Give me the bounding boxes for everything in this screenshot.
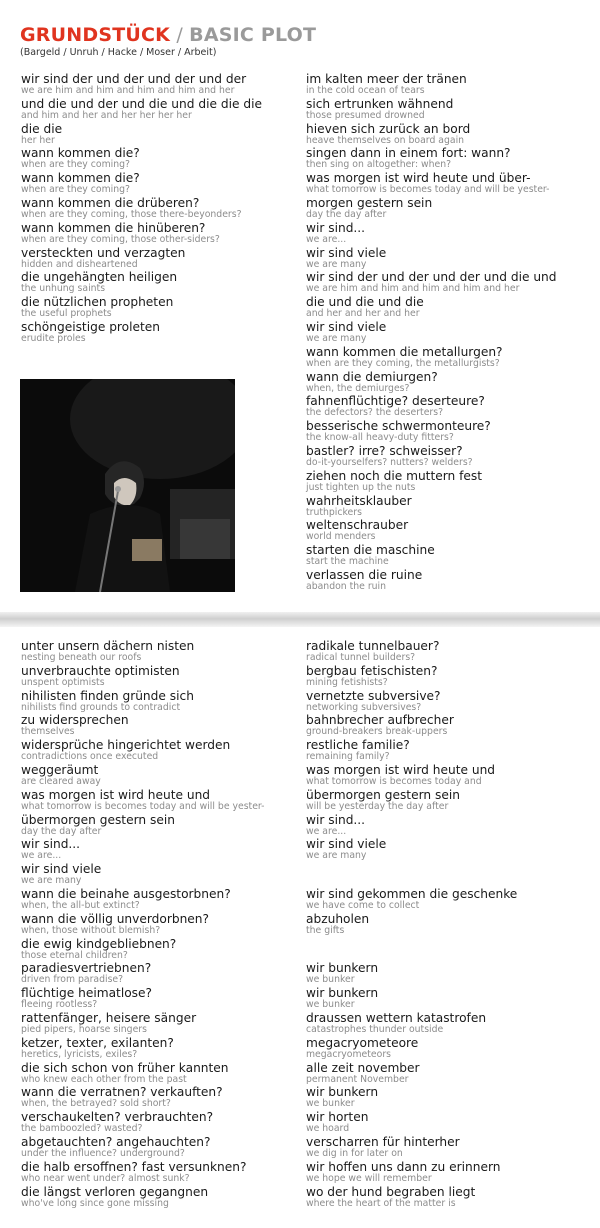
lyric-line [306,345,586,370]
lyric-english: then sing on altogether: when? [306,159,452,171]
lyric-english: we bunker [306,974,355,986]
lyric-german: wo der hund begraben liegt [306,1184,476,1199]
lyric-english: catastrophes thunder outside [306,1023,444,1035]
lyric-line [306,937,586,962]
lyric-english: the know-all heavy-duty fitters? [306,432,454,444]
lyric-english: when, the demiurges? [306,382,410,394]
lyric-german: zu widersprechen [21,713,129,728]
lyric-english: when, the all-but extinct? [21,899,140,911]
lyric-english: networking subversives? [306,701,422,713]
lyric-german: restliche familie? [306,738,410,753]
lyric-german: verscharren für hinterher [306,1134,460,1149]
lyric-line [21,196,301,221]
lyric-line [306,171,586,196]
lyric-english: start the machine [306,556,389,568]
lyric-line [21,837,301,862]
lyric-german: hieven sich zurück an bord [306,121,471,136]
lyric-english: the gifts [306,924,345,936]
lyric-line [306,1036,586,1061]
lyric-english: when, those without blemish? [21,924,161,936]
lyric-german: wann kommen die metallurgen? [306,344,503,359]
lyric-line [21,788,301,813]
lyric-english: fleeing rootless? [21,999,98,1011]
lyric-english: do-it-yourselfers? nutters? welders? [306,456,473,468]
lyric-german: die und die und die [306,295,424,310]
lyric-english: we are... [306,825,347,837]
lyric-english: we bunker [306,1098,355,1110]
lyric-line [306,1135,586,1160]
lyric-english: nihilists find grounds to contradict [21,701,181,713]
lyric-line [306,97,586,122]
title-separator: / [170,24,190,46]
lyric-german: wir sind... [306,812,366,827]
lyric-line [306,146,586,171]
lyric-english: megacryometeors [306,1048,391,1060]
lyric-english: we are him and him and him and him and her [21,85,235,96]
performer-photo [20,379,235,592]
lyric-german: die längst verloren gegangnen [21,1184,209,1199]
lyric-english: we dig in for later on [306,1147,403,1159]
lyric-german: wir sind... [306,220,366,235]
lyric-german: morgen gestern sein [306,195,433,210]
lyric-english: when are they coming, those there-beyonders? [21,208,242,220]
lyric-german: verlassen die ruine [306,567,423,582]
lyric-line [21,295,301,320]
lyric-english: just tighten up the nuts [306,481,416,493]
lyric-german: die sich schon von früher kannten [21,1060,229,1075]
lyric-german: wann kommen die? [21,171,140,186]
lyric-english: abandon the ruin [306,580,387,592]
lyrics-column-right [306,72,586,593]
lyric-german: wir sind der und der und der und die und [306,270,557,285]
lyric-german: wir bunkern [306,961,379,976]
lyric-english: under the influence? underground? [21,1147,185,1159]
lyric-german: verschaukelten? verbrauchten? [21,1110,214,1125]
lyric-line [306,912,586,937]
lyric-line [21,171,301,196]
lyric-line [306,1185,586,1210]
lyric-line [306,639,586,664]
lyric-english: those presumed drowned [306,109,425,121]
lyric-line [21,664,301,689]
lyric-german: übermorgen gestern sein [21,812,175,827]
lyrics-column-left-2 [21,639,301,1209]
lyric-german: die nützlichen propheten [21,295,174,310]
lyric-line [21,246,301,271]
lyric-english: remaining family? [306,751,390,763]
lyric-english: the useful prophets [21,308,112,320]
lyric-german: schöngeistige proleten [21,319,161,334]
lyric-line [21,937,301,962]
lyric-english: contradictions once executed [21,751,159,763]
lyric-german: draussen wettern katastrofen [306,1010,487,1025]
lyric-german: wann die demiurgen? [306,369,438,384]
lyric-german: alle zeit november [306,1060,420,1075]
lyric-german: wir hoffen uns dann zu erinnern [306,1159,501,1174]
lyric-line [21,122,301,147]
lyric-german: wir bunkern [306,986,379,1001]
lyric-line [306,518,586,543]
lyric-english: will be yesterday the day after [306,800,449,812]
lyric-line [306,763,586,788]
lyric-line [306,1061,586,1086]
lyric-line [306,394,586,419]
lyric-german: was morgen ist wird heute und [21,787,211,802]
lyric-german: singen dann in einem fort: wann? [306,146,511,161]
lyric-english: when are they coming, those other-siders? [21,233,220,245]
lyric-english: heretics, lyricists, exiles? [21,1048,138,1060]
lyric-german: besserische schwermonteure? [306,419,491,434]
lyric-english: we are many [306,258,367,270]
lyric-line [306,664,586,689]
lyric-german: ketzer, texter, exilanten? [21,1035,174,1050]
lyric-german: weggeräumt [21,762,99,777]
lyric-line [21,221,301,246]
lyric-german: wir sind... [21,837,81,852]
lyric-german: wann kommen die hinüberen? [21,220,206,235]
lyric-english: in the cold ocean of tears [306,85,425,96]
lyric-german: die die [21,121,63,136]
lyric-german: radikale tunnelbauer? [306,639,440,653]
lyric-german: wir sind viele [306,319,387,334]
lyric-line [306,862,586,887]
lyric-english: we are... [306,233,347,245]
lyric-line [21,72,301,97]
lyric-line [306,689,586,714]
title-main: GRUNDSTÜCK [20,24,171,46]
lyric-line [306,469,586,494]
lyric-line [21,1085,301,1110]
lyric-line [306,295,586,320]
lyric-line [21,320,301,345]
lyric-german: wann die beinahe ausgestorbnen? [21,886,231,901]
lyric-english: the unhung saints [21,283,106,295]
lyric-german: abzuholen [306,911,370,926]
lyric-line [306,788,586,813]
lyric-line [306,1011,586,1036]
lyric-line [306,122,586,147]
lyric-english: those eternal children? [21,949,128,961]
lyric-line [21,97,301,122]
lyric-english: we hope we will remember [306,1172,432,1184]
lyric-german: bastler? irre? schweisser? [306,443,463,458]
lyric-german: megacryometeore [306,1035,419,1050]
performer-photo-image [20,379,235,592]
lyric-line [21,1036,301,1061]
lyric-english: when are they coming, the metallurgists? [306,357,500,369]
lyric-german: wann die verratnen? verkauften? [21,1085,223,1100]
lyric-line [306,1160,586,1185]
lyric-line [306,494,586,519]
lyric-line [306,1110,586,1135]
lyric-line [21,1185,301,1210]
lyric-german: nihilisten finden gründe sich [21,688,194,703]
lyric-line [306,738,586,763]
lyric-german: was morgen ist wird heute und [306,762,496,777]
lyric-german: unter unsern dächern nisten [21,639,195,653]
lyric-english: when are they coming? [21,184,130,196]
lyric-english: we bunker [306,999,355,1011]
lyric-line [21,1061,301,1086]
lyric-english: her her [21,134,55,146]
lyric-english: and him and her and her her her her [21,109,192,121]
lyric-line [306,320,586,345]
lyric-german: die ewig kindgebliebnen? [21,936,177,951]
lyric-english: erudite proles [21,332,86,344]
lyric-german: wir horten [306,1110,369,1125]
lyric-line [21,1160,301,1185]
lyric-line [21,961,301,986]
lyric-german: weltenschrauber [306,518,409,533]
lyric-german: wir sind gekommen die geschenke [306,886,518,901]
lyric-line [306,713,586,738]
lyric-english: heave themselves on board again [306,134,465,146]
lyric-german: ziehen noch die muttern fest [306,468,483,483]
lyric-line [306,986,586,1011]
lyric-german: wir sind viele [306,837,387,852]
lyric-english: we are... [21,850,62,862]
lyric-english: where the heart of the matter is [306,1197,456,1209]
lyric-line [306,837,586,862]
lyric-line [21,1135,301,1160]
lyric-english: and her and her and her [306,308,420,320]
lyric-line [306,568,586,593]
lyric-line [21,986,301,1011]
lyric-german: vernetzte subversive? [306,688,441,703]
lyric-english: driven from paradise? [21,974,124,986]
lyric-line [21,912,301,937]
lyric-english: truthpickers [306,506,362,518]
lyric-english: are cleared away [21,775,101,787]
lyric-english: nesting beneath our roofs [21,652,142,663]
lyric-english: what tomorrow is becomes today and will be yester- [21,800,265,812]
lyric-german: fahnenflüchtige? deserteure? [306,394,485,409]
lyric-english: we are many [306,850,367,862]
lyric-english: we are him and him and him and him and her [306,283,520,295]
lyric-english: when, the betrayed? sold short? [21,1098,171,1110]
lyrics-column-right-2 [306,639,586,1209]
lyric-german: starten die maschine [306,543,435,558]
lyric-english: ground-breakers break-uppers [306,726,448,738]
title-sub: BASIC PLOT [189,24,317,46]
page-top [0,0,600,612]
lyric-line [306,1085,586,1110]
lyric-line [21,813,301,838]
lyric-line [306,543,586,568]
lyric-german: bahnbrecher aufbrecher [306,713,454,728]
page-title [20,24,316,46]
lyric-line [306,813,586,838]
lyric-line [306,246,586,271]
lyric-german: im kalten meer der tränen [306,72,467,86]
lyric-english: who knew each other from the past [21,1073,187,1085]
lyric-english: we hoard [306,1123,350,1135]
lyric-line [21,689,301,714]
lyric-english: we are many [306,332,367,344]
page-fold [0,612,600,627]
lyric-line [306,72,586,97]
lyric-german: paradiesvertriebnen? [21,961,152,976]
lyric-english: radical tunnel builders? [306,652,416,663]
lyric-german: abgetauchten? angehauchten? [21,1134,211,1149]
lyric-line [306,221,586,246]
lyric-german: wahrheitsklauber [306,493,412,508]
lyric-english: who've long since gone missing [21,1197,169,1209]
lyric-line [21,713,301,738]
lyric-german: übermorgen gestern sein [306,787,460,802]
lyric-english: we have come to collect [306,899,420,911]
lyric-english: permanent November [306,1073,409,1085]
lyric-english: mining fetishists? [306,676,388,688]
lyric-german: flüchtige heimatlose? [21,986,152,1001]
lyric-german: wann kommen die drüberen? [21,195,200,210]
lyric-line [306,419,586,444]
lyric-german: widersprüche hingerichtet werden [21,738,231,753]
lyric-line [21,1011,301,1036]
lyric-line [306,370,586,395]
lyric-english: day the day after [306,208,387,220]
lyric-english: the defectors? the deserters? [306,407,444,419]
lyric-german: versteckten und verzagten [21,245,186,260]
lyric-german: wir sind viele [21,862,102,877]
lyric-english: day the day after [21,825,102,837]
lyric-line [21,763,301,788]
credits: (Bargeld / Unruh / Hacke / Moser / Arbeit) [20,47,217,58]
lyric-english: hidden and disheartened [21,258,138,270]
lyric-line [21,738,301,763]
lyric-german: wir sind der und der und der und der [21,72,247,86]
lyric-line [21,146,301,171]
lyric-german: wir sind viele [306,245,387,260]
lyric-line [21,639,301,664]
lyric-german: wir bunkern [306,1085,379,1100]
lyric-english: when are they coming? [21,159,130,171]
page-bottom [0,627,600,1228]
lyric-english: world menders [306,531,376,543]
lyric-german: wann die völlig unverdorbnen? [21,911,210,926]
lyric-line [306,887,586,912]
lyric-german: rattenfänger, heisere sänger [21,1010,197,1025]
lyric-english: themselves [21,726,75,738]
lyric-line [21,270,301,295]
lyric-line [306,270,586,295]
lyric-english: unspent optimists [21,676,105,688]
lyric-german: und die und der und die und die die die [21,96,262,111]
lyric-line [306,961,586,986]
lyric-english: what tomorrow is becomes today and will be yester- [306,184,550,196]
lyric-english: the bamboozled? wasted? [21,1123,143,1135]
lyric-line [21,862,301,887]
lyric-line [306,196,586,221]
lyric-german: die halb ersoffnen? fast versunknen? [21,1159,247,1174]
lyric-german: sich ertrunken wähnend [306,96,454,111]
lyric-english: pied pipers, hoarse singers [21,1023,147,1035]
lyric-line [21,887,301,912]
lyric-german: unverbrauchte optimisten [21,663,180,678]
lyric-line [21,1110,301,1135]
lyric-line [306,444,586,469]
lyric-german: die ungehängten heiligen [21,270,178,285]
lyrics-column-left [21,72,301,345]
lyric-english: who near went under? almost sunk? [21,1172,190,1184]
lyric-german: bergbau fetischisten? [306,663,438,678]
lyric-english: what tomorrow is becomes today and [306,775,482,787]
lyric-german: wann kommen die? [21,146,140,161]
lyric-german: was morgen ist wird heute und über- [306,171,531,186]
lyric-english: we are many [21,875,82,887]
